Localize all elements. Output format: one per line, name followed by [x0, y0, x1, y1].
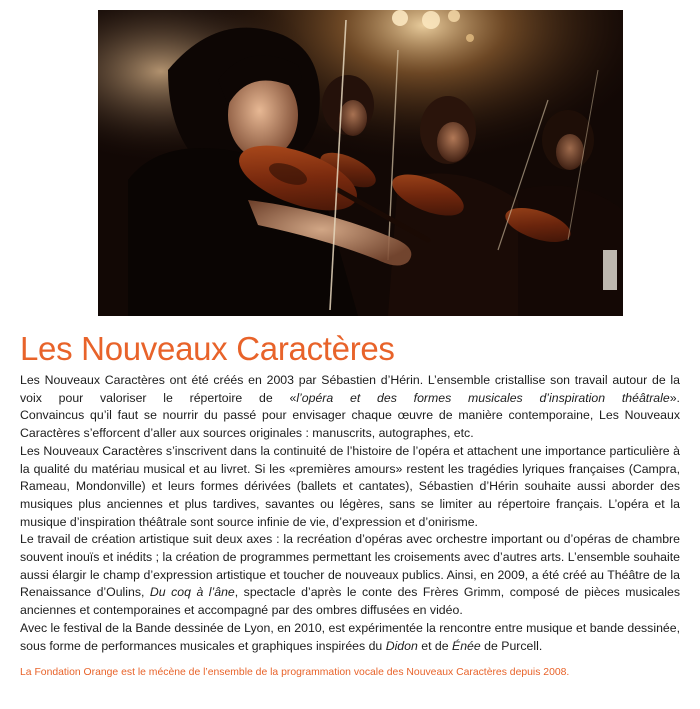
- italic-title-text: Énée: [452, 638, 481, 653]
- paragraph-5: [20, 620, 680, 655]
- text-run: Avec le festival de la Bande dessinée de Lyon, en 2010, est expérimentée la rencontre entre musique et bande dessinée, sous forme de performances musicales et graphiques inspirées du: [20, 620, 680, 653]
- sheet-music-glimpse: [603, 250, 617, 290]
- text-run: Le travail de création artistique suit deux axes : la recréation d’opéras avec orchestre important ou d’opéras de chambre souvent inouïs et inédits ; la création de programmes permettant les croisements avec d’autres arts. L’ensemble souhaite aussi élargir le champ d’expression artistique et toucher de nouveaux publics. Ainsi, en 2009, a été créé au Théâtre de la Renaissance d’Oulins,: [20, 532, 680, 600]
- text-run: , spectacle d’après le conte des Frères Grimm, composé de pièces musicales anciennes et contemporaines et accompagné par des ombres diffusées en vidéo.: [20, 585, 680, 618]
- paragraph-2: [20, 407, 680, 442]
- italic-title-text: Didon: [385, 638, 418, 653]
- sponsor-footnote: La Fondation Orange est le mécène de l’ensemble de la programmation vocale des Nouveaux Caractères depuis 2008.: [20, 667, 570, 678]
- text-run: Les Nouveaux Caractères ont été créés en 2003 par Sébastien d’Hérin. L’ensemble cristallise son travail autour de la voix pour valoriser le répertoire de «: [20, 373, 680, 405]
- text-run: Les Nouveaux Caractères s’inscrivent dans la continuité de l’histoire de l’opéra et attachent une importance particulière à la qualité du matériau musical et au livret. Si les «premières amours» restent les tragédies lyriques françaises (Campra, Rameau, Mondonville) et leurs formes dérivées (ballets et cantates), Sébastien d’Hérin souhaite aussi aborder des musiques plus anciennes et plus tardives, savantes ou légères, sans se limiter au répertoire français. L’opéra et la musique d’inspiration théâtrale sont source infinie de vie, d’expression et d’onirisme.: [20, 443, 680, 529]
- text-run: ».: [669, 390, 680, 405]
- ensemble-photo-illustration: [98, 10, 623, 316]
- text-run: Convaincus qu’il faut se nourrir du passé pour envisager chaque œuvre de manière contemporaine, Les Nouveaux Caractères s’efforcent d’aller aux sources originales : manuscrits, autographes, etc.: [20, 408, 680, 441]
- italic-title-text: l’opéra et des formes musicales d’inspiration théâtrale: [296, 390, 670, 405]
- paragraph-1: [20, 372, 680, 407]
- paragraph-4: [20, 531, 680, 620]
- paragraph-3: [20, 443, 680, 532]
- ensemble-photo: [98, 10, 623, 316]
- article-body: [20, 372, 680, 655]
- text-run: et de: [417, 638, 453, 653]
- text-run: de Purcell.: [480, 638, 543, 653]
- italic-title-text: Du coq à l’âne: [149, 585, 235, 600]
- page-title: Les Nouveaux Caractères: [20, 330, 395, 367]
